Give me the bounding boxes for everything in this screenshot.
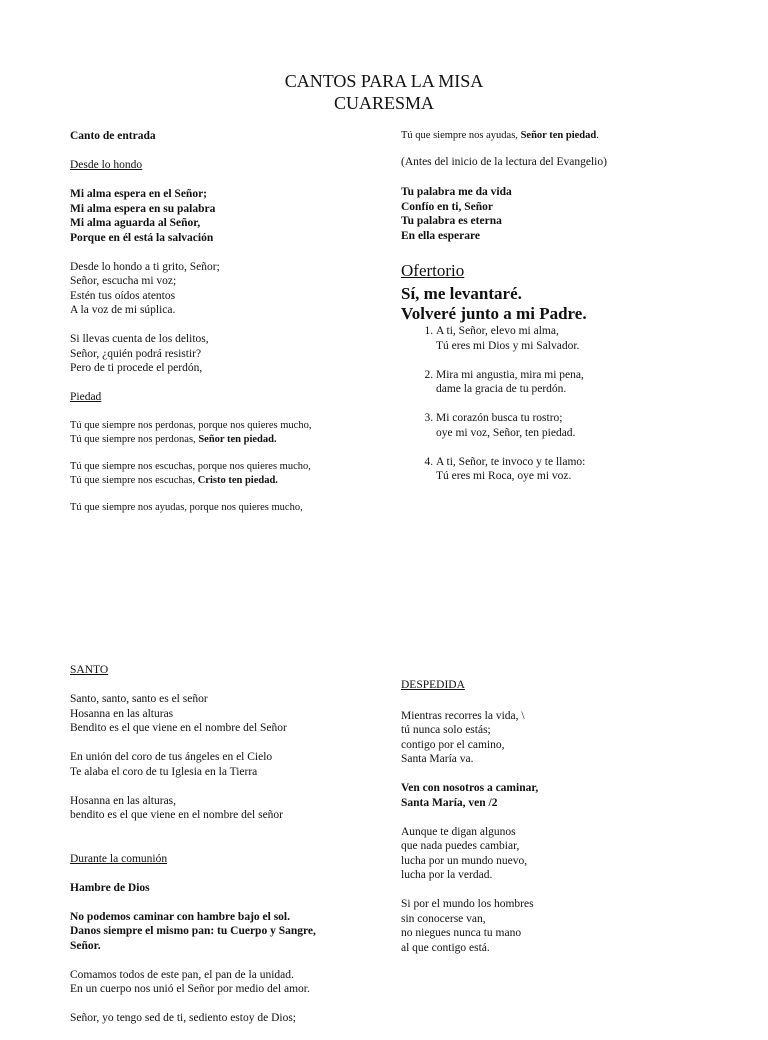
entrada-verse-line: Señor, ¿quién podrá resistir? (70, 347, 202, 360)
despedida-line: que nada puedes cambiar, (401, 840, 520, 852)
entrada-verse-line: A la voz de mi súplica. (70, 304, 176, 316)
comunion-verse-line: Comamos todos de este pan, el pan de la unidad. (70, 968, 294, 981)
ofertorio-item-line: oye mi voz, Señor, ten piedad. (436, 426, 576, 439)
ofertorio-item (436, 455, 731, 484)
santo-stanza-2 (70, 750, 370, 779)
ofertorio-item (436, 368, 731, 397)
entrada-chorus-line: Mi alma aguarda al Señor, (70, 217, 201, 229)
despedida-line: Aunque te digan algunos (401, 825, 516, 838)
santo-line: Hosanna en las alturas (70, 707, 174, 720)
entrada-chorus-line: Mi alma espera en su palabra (70, 202, 216, 215)
ofertorio-item-line: dame la gracia de tu perdón. (436, 383, 567, 395)
comunion-chorus (70, 910, 370, 954)
santo-stanza-1 (70, 692, 370, 736)
ofertorio-item-line: 1. A ti, Señor, elevo mi alma, (436, 325, 559, 337)
ofertorio-item (436, 324, 731, 353)
despedida-line: contigo por el camino, (401, 738, 505, 751)
piedad-response: Señor ten piedad (520, 130, 597, 141)
entrada-verse-1 (70, 260, 370, 318)
evangelio-line: Tu palabra es eterna (401, 215, 502, 227)
entrada-heading: Canto de entrada (70, 130, 156, 142)
piedad-stanza-3-start (70, 501, 370, 515)
title-line-1: CANTOS PARA LA MISA (284, 71, 484, 91)
evangelio-line: En ella esperare (401, 229, 480, 242)
comunion-verse-1 (70, 968, 370, 997)
despedida-line: al que contigo está. (401, 941, 490, 954)
despedida-line: Si por el mundo los hombres (401, 898, 534, 910)
piedad-line-suffix: . (596, 130, 599, 141)
santo-line: Santo, santo, santo es el señor (70, 693, 208, 705)
santo-line: Te alaba el coro de tu Iglesia en la Tierra (70, 765, 258, 778)
piedad-heading: Piedad (70, 391, 102, 403)
piedad-line-prefix: Tú que siempre nos escuchas, (70, 474, 198, 486)
entrada-verse-2 (70, 332, 370, 376)
santo-heading: SANTO (70, 664, 109, 676)
comunion-verse-line: En un cuerpo nos unió el Señor por medio del amor. (70, 983, 310, 995)
santo-line: bendito es el que viene en el nombre del señor (70, 809, 283, 821)
entrada-song-title: Desde lo hondo (70, 159, 143, 171)
ofertorio-item-line: 2. Mira mi angustia, mira mi pena, (436, 368, 584, 381)
ofertorio-item-line: Tú eres mi Roca, oye mi voz. (436, 470, 572, 482)
ofertorio-item-line: 3. Mi corazón busca tu rostro; (436, 412, 563, 424)
ofertorio-item-line: Tú eres mi Dios y mi Salvador. (436, 339, 580, 352)
title-line-2: CUARESMA (333, 93, 435, 113)
ofertorio-heading: Ofertorio (401, 261, 465, 280)
despedida-line: sin conocerse van, (401, 912, 486, 925)
despedida-line: lucha por un mundo nuevo, (401, 854, 528, 867)
evangelio-acclamation (401, 185, 731, 243)
ofertorio-item-line: 4. A ti, Señor, te invoco y te llamo: (436, 455, 586, 468)
despedida-chorus (401, 781, 731, 810)
piedad-response: Señor ten piedad. (198, 433, 277, 445)
despedida-heading: DESPEDIDA (401, 679, 465, 691)
despedida-verse-2 (401, 825, 731, 883)
entrada-chorus (70, 187, 370, 245)
piedad-stanza-2 (70, 460, 370, 487)
despedida-line: no niegues nunca tu mano (401, 927, 522, 939)
ofertorio-title-2: Volveré junto a mi Padre. (401, 304, 587, 323)
right-column-top (401, 129, 731, 498)
comunion-heading: Durante la comunión (70, 852, 168, 865)
santo-line: Hosanna en las alturas, (70, 794, 177, 807)
despedida-line: lucha por la verdad. (401, 869, 493, 881)
entrada-verse-line: Pero de ti procede el perdón, (70, 362, 203, 374)
piedad-line: Tú que siempre nos escuchas, porque nos quieres mucho, (70, 461, 311, 472)
evangelio-line: Confío en ti, Señor (401, 200, 493, 213)
piedad-line (70, 474, 370, 488)
comunion-song-title: Hambre de Dios (70, 881, 150, 894)
santo-line: En unión del coro de tus ángeles en el Cielo (70, 751, 273, 763)
piedad-response: Cristo ten piedad. (197, 474, 278, 486)
despedida-chorus-line: Ven con nosotros a caminar, (401, 782, 539, 794)
santo-stanza-3 (70, 794, 370, 823)
entrada-chorus-line: Porque en él está la salvación (70, 231, 214, 244)
left-column-bottom (70, 663, 370, 1040)
left-column-top (70, 129, 370, 529)
despedida-line: tú nunca solo estás; (401, 724, 491, 736)
document-title (0, 70, 768, 114)
despedida-chorus-line: Santa María, ven /2 (401, 796, 498, 809)
evangelio-line: Tu palabra me da vida (401, 186, 512, 198)
ofertorio-title-1: Sí, me levantaré. (401, 284, 522, 303)
evangelio-note: (Antes del inicio de la lectura del Evangelio) (401, 155, 607, 168)
comunion-verse-2 (70, 1011, 370, 1026)
comunion-chorus-line: Danos siempre el mismo pan: tu Cuerpo y Sangre, (70, 925, 316, 937)
despedida-verse-1 (401, 709, 731, 767)
ofertorio-list (401, 324, 731, 484)
santo-line: Bendito es el que viene en el nombre del Señor (70, 722, 287, 734)
entrada-verse-line: Si llevas cuenta de los delitos, (70, 333, 209, 345)
entrada-verse-line: Señor, escucha mi voz; (70, 275, 177, 287)
piedad-line: Tú que siempre nos ayudas, porque nos quieres mucho, (70, 502, 303, 513)
entrada-chorus-line: Mi alma espera en el Señor; (70, 188, 208, 200)
piedad-line (70, 433, 370, 447)
right-column-bottom (401, 678, 731, 970)
comunion-chorus-line: Señor. (70, 939, 101, 952)
piedad-stanza-1 (70, 419, 370, 446)
ofertorio-item (436, 411, 731, 440)
despedida-line: Santa María va. (401, 753, 474, 765)
comunion-chorus-line: No podemos caminar con hambre bajo el sol. (70, 910, 290, 923)
comunion-verse-line: Señor, yo tengo sed de ti, sediento estoy de Dios; (70, 1012, 296, 1024)
piedad-stanza-3-end (401, 129, 731, 143)
entrada-verse-line: Desde lo hondo a ti grito, Señor; (70, 260, 220, 273)
piedad-line-prefix: Tú que siempre nos perdonas, (70, 433, 199, 445)
piedad-line: Tú que siempre nos perdonas, porque nos quieres mucho, (70, 420, 312, 431)
piedad-line-prefix: Tú que siempre nos ayudas, (401, 130, 521, 141)
despedida-verse-3 (401, 897, 731, 955)
despedida-line: Mientras recorres la vida, \ (401, 709, 525, 722)
entrada-verse-line: Estén tus oídos atentos (70, 289, 176, 302)
